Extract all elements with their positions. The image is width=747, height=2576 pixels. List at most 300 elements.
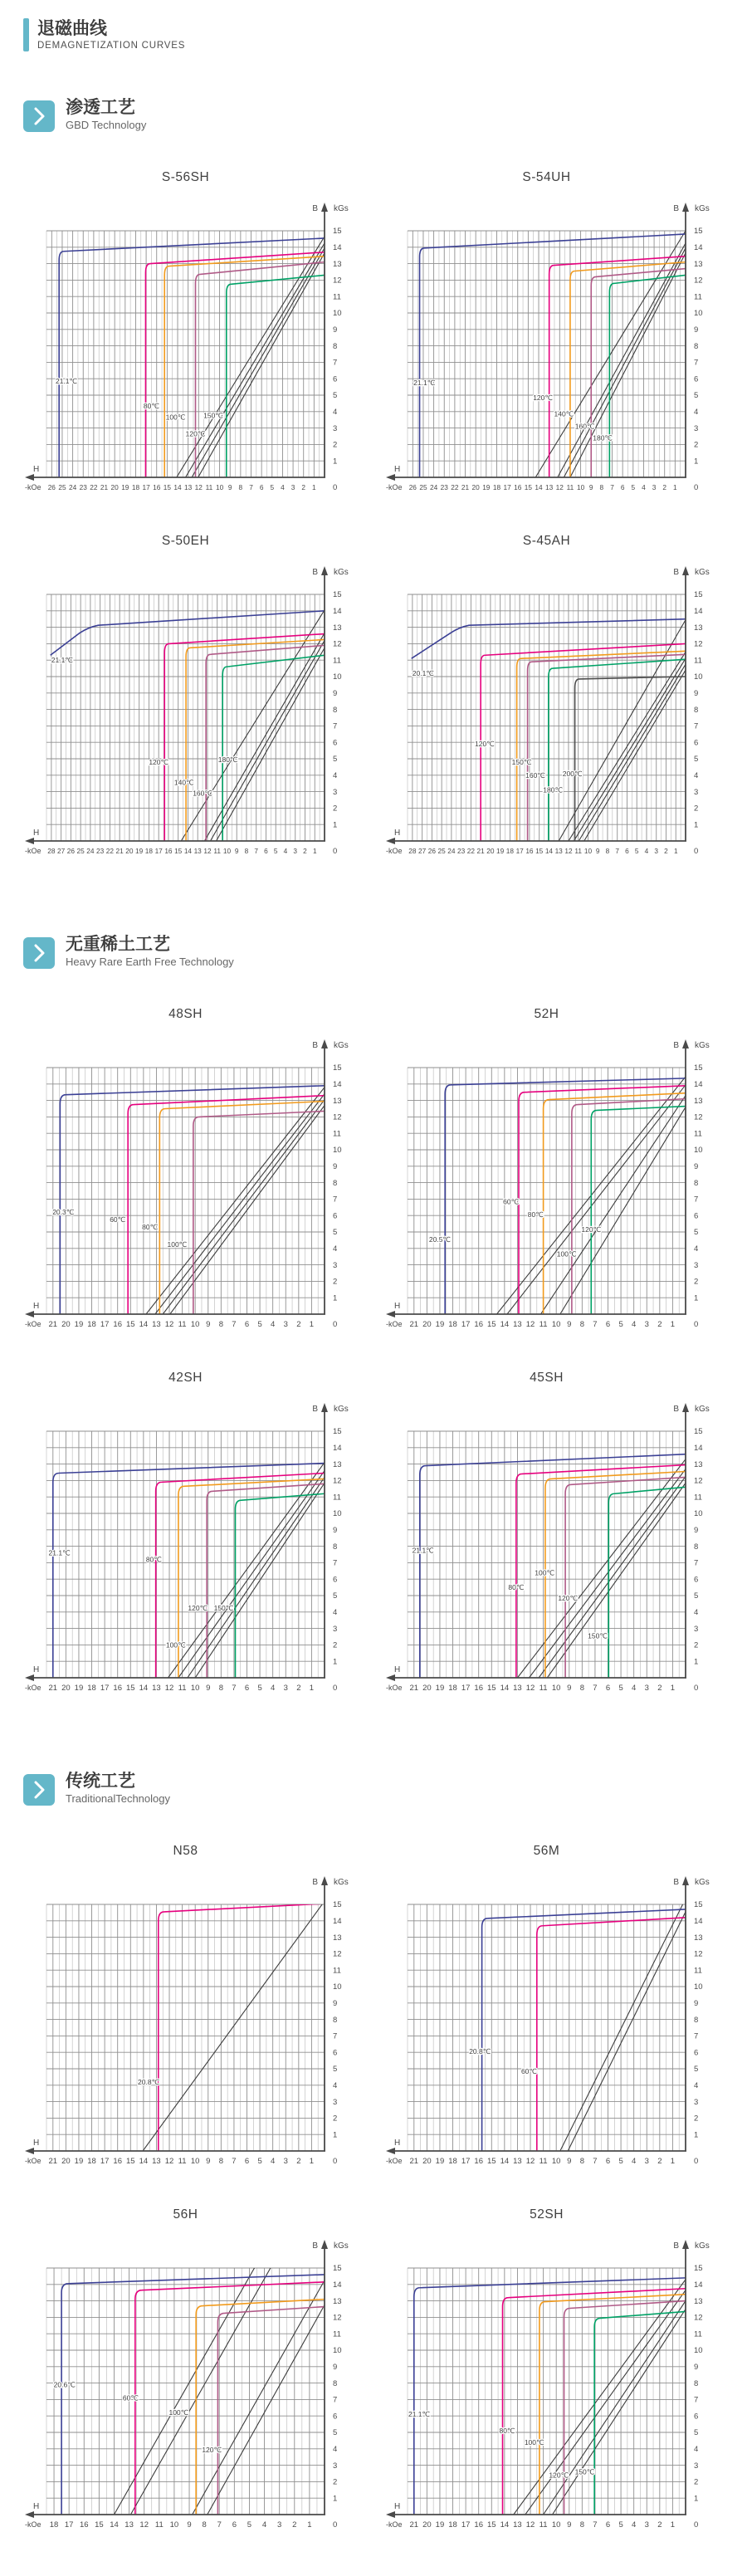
temp-label: 80℃ — [142, 1223, 159, 1232]
y-tick-label: 15 — [333, 1427, 342, 1437]
x-tick-label: 1 — [309, 2157, 315, 2166]
x-tick-label: 17 — [100, 1320, 110, 1329]
y-tick-label: 13 — [333, 259, 342, 269]
y-tick-label: 2 — [694, 1640, 699, 1650]
load-line — [539, 1476, 686, 1678]
temp-label: 120℃ — [188, 1603, 208, 1612]
x-tick-label: 4 — [271, 1684, 276, 1693]
section-subtitle: TraditionalTechnology — [66, 1792, 170, 1806]
x-tick-label: 13 — [193, 847, 202, 855]
y-tick-label: 15 — [333, 227, 342, 237]
y-tick-label: 0 — [694, 1684, 699, 1693]
y-tick-label: 14 — [694, 607, 703, 616]
chart-title: N58 — [173, 1844, 198, 1858]
demag-curve — [196, 2300, 325, 2515]
y-tick-label: 13 — [694, 623, 703, 633]
load-line — [146, 1088, 325, 1314]
y-tick-label: 9 — [694, 325, 699, 335]
x-tick-label: 20 — [61, 1684, 71, 1693]
x-tick-label: 2 — [296, 1320, 301, 1329]
y-tick-label: 3 — [694, 2097, 699, 2107]
x-tick-label: 19 — [74, 2157, 84, 2166]
x-tick-label: 21 — [100, 483, 109, 491]
x-tick-label: 14 — [173, 483, 182, 491]
temp-label: 120℃ — [558, 1593, 579, 1602]
y-tick-label: 12 — [333, 1949, 342, 1959]
chart-title: S-56SH — [161, 170, 210, 184]
demag-curve — [217, 2307, 325, 2515]
x-tick-label: 12 — [139, 2520, 149, 2530]
x-tick-label: 6 — [620, 483, 625, 491]
y-tick-label: 9 — [333, 2363, 338, 2372]
x-tick-label: 11 — [539, 1684, 548, 1693]
demag-curve — [206, 645, 325, 841]
x-tick-label: 4 — [271, 2157, 276, 2166]
y-tick-label: 5 — [333, 391, 338, 401]
temp-label: 20.5℃ — [428, 1234, 451, 1244]
chart-title: 42SH — [168, 1371, 203, 1385]
y-tick-label: 11 — [333, 1493, 341, 1503]
x-tick-label: 25 — [437, 847, 446, 855]
y-tick-label: 8 — [333, 2378, 338, 2388]
x-tick-label: 21 — [476, 847, 485, 855]
x-tick-label: 5 — [257, 1320, 262, 1329]
x-tick-label: 21 — [409, 2157, 419, 2166]
load-line — [560, 1899, 686, 2151]
x-tick-label: 18 — [87, 1684, 96, 1693]
y-tick-label: 7 — [694, 1558, 699, 1568]
temp-label: 20.1℃ — [412, 669, 434, 678]
temp-label: 160℃ — [525, 770, 545, 780]
x-tick-label: 9 — [206, 2157, 211, 2166]
x-tick-label: 8 — [579, 2157, 584, 2166]
y-tick-label: 4 — [694, 1244, 699, 1254]
x-tick-label: 10 — [551, 2520, 561, 2530]
y-tick-label: 15 — [333, 590, 342, 600]
load-line — [568, 1912, 686, 2151]
y-tick-label: 10 — [333, 2346, 342, 2356]
chart-56m — [384, 1836, 746, 2170]
x-tick-label: 7 — [593, 1684, 598, 1693]
y-tick-label: 12 — [694, 639, 703, 649]
x-tick-label: 14 — [139, 1684, 149, 1693]
temp-label: 120℃ — [533, 393, 553, 402]
y-tick-label: 15 — [694, 1427, 703, 1437]
y-tick-label: 3 — [333, 1260, 338, 1270]
y-tick-label: 13 — [333, 1933, 342, 1943]
b-axis-label: B — [312, 1041, 318, 1050]
x-tick-label: 11 — [154, 2520, 164, 2530]
x-tick-label: 14 — [110, 2520, 119, 2530]
y-tick-label: 6 — [694, 738, 699, 748]
y-tick-label: 14 — [333, 1444, 342, 1453]
y-tick-label: 3 — [333, 1624, 338, 1634]
x-tick-label: 12 — [525, 1684, 535, 1693]
y-tick-label: 11 — [333, 1966, 341, 1976]
h-axis-label: H — [394, 1665, 401, 1674]
y-tick-label: 13 — [694, 1933, 703, 1943]
x-tick-label: 2 — [296, 1684, 301, 1693]
x-tick-label: 6 — [232, 2520, 237, 2530]
b-axis-label: B — [673, 568, 679, 577]
y-tick-label: 12 — [333, 1476, 342, 1486]
chart-title: 52H — [534, 1007, 559, 1021]
y-tick-label: 11 — [694, 1129, 702, 1139]
y-tick-label: 4 — [333, 2081, 338, 2090]
x-tick-label: 5 — [618, 2157, 623, 2166]
h-axis-unit: -kOe — [386, 847, 403, 855]
x-tick-label: 12 — [525, 1320, 535, 1329]
x-tick-label: 17 — [515, 847, 524, 855]
y-tick-label: 4 — [694, 2081, 699, 2090]
h-axis-label: H — [33, 1302, 40, 1311]
y-tick-label: 7 — [333, 2395, 338, 2405]
section-title: 传统工艺 — [66, 1772, 135, 1791]
demag-curve — [61, 2275, 325, 2515]
y-tick-label: 15 — [694, 227, 703, 237]
y-tick-label: 0 — [333, 847, 338, 856]
x-tick-label: 18 — [492, 483, 501, 491]
section-title: 无重稀土工艺 — [66, 935, 170, 954]
y-tick-label: 6 — [333, 1211, 338, 1221]
chart-48sh — [23, 1000, 385, 1333]
x-tick-label: 14 — [139, 2157, 149, 2166]
x-tick-label: 16 — [474, 1320, 483, 1329]
y-tick-label: 4 — [333, 1244, 338, 1254]
h-axis-unit: -kOe — [386, 2520, 403, 2529]
x-tick-label: 18 — [448, 2157, 457, 2166]
y-tick-label: 5 — [694, 755, 699, 765]
x-tick-label: 16 — [113, 2157, 122, 2166]
y-tick-label: 11 — [333, 292, 341, 302]
y-tick-label: 1 — [333, 1293, 338, 1303]
x-tick-label: 3 — [283, 2157, 288, 2166]
temp-label: 80℃ — [508, 1583, 525, 1592]
y-tick-label: 13 — [694, 1459, 703, 1469]
h-axis-label: H — [33, 1665, 40, 1674]
y-tick-label: 14 — [694, 1444, 703, 1453]
temp-label: 21.1℃ — [413, 379, 436, 388]
x-tick-label: 15 — [486, 1320, 496, 1329]
x-tick-label: 12 — [555, 483, 564, 491]
y-tick-label: 14 — [694, 2280, 703, 2290]
chart-52h — [384, 1000, 746, 1333]
y-tick-label: 8 — [694, 1542, 699, 1552]
x-tick-label: 1 — [670, 1320, 676, 1329]
x-tick-label: 21 — [48, 2157, 58, 2166]
x-tick-label: 8 — [218, 1684, 223, 1693]
x-tick-label: 14 — [500, 1320, 510, 1329]
x-tick-label: 11 — [178, 1684, 187, 1693]
demag-curve — [235, 1493, 325, 1678]
x-tick-label: 3 — [277, 2520, 282, 2530]
y-tick-label: 12 — [694, 1476, 703, 1486]
charts-grid — [23, 163, 747, 860]
demag-curve — [572, 1099, 686, 1314]
x-tick-label: 6 — [264, 847, 268, 855]
x-tick-label: 10 — [190, 1684, 200, 1693]
charts-grid — [23, 1000, 747, 1697]
x-tick-label: 6 — [605, 2157, 611, 2166]
x-tick-label: 4 — [642, 483, 646, 491]
x-tick-label: 8 — [579, 1320, 584, 1329]
x-tick-label: 10 — [576, 483, 585, 491]
y-tick-label: 15 — [333, 2264, 342, 2274]
y-tick-label: 6 — [694, 2412, 699, 2422]
x-tick-label: 7 — [254, 847, 259, 855]
x-tick-label: 17 — [503, 483, 511, 491]
demag-curve — [528, 654, 686, 841]
y-tick-label: 11 — [333, 1129, 341, 1139]
x-tick-label: 8 — [605, 847, 610, 855]
x-tick-label: 17 — [461, 1320, 471, 1329]
x-tick-label: 12 — [164, 1684, 174, 1693]
y-tick-label: 10 — [694, 672, 703, 682]
x-tick-label: 16 — [525, 847, 534, 855]
temp-label: 160℃ — [574, 422, 595, 431]
y-tick-label: 3 — [333, 423, 338, 433]
x-tick-label: 16 — [474, 2520, 483, 2530]
y-tick-label: 11 — [694, 292, 702, 302]
x-tick-label: 9 — [187, 2520, 192, 2530]
chart-title: 56H — [173, 2207, 198, 2222]
x-tick-label: 5 — [273, 847, 278, 855]
y-tick-label: 0 — [333, 2157, 338, 2166]
x-tick-label: 23 — [440, 483, 448, 491]
x-tick-label: 7 — [232, 2157, 237, 2166]
h-axis-unit: -kOe — [386, 1684, 403, 1692]
x-tick-label: 11 — [539, 1320, 548, 1329]
x-tick-label: 23 — [79, 483, 87, 491]
y-tick-label: 8 — [694, 2378, 699, 2388]
y-tick-label: 4 — [694, 408, 699, 417]
x-tick-label: 9 — [588, 483, 593, 491]
x-tick-label: 17 — [461, 2520, 471, 2530]
x-tick-label: 2 — [662, 483, 667, 491]
x-tick-label: 3 — [644, 1684, 649, 1693]
x-tick-label: 26 — [408, 483, 417, 491]
y-tick-label: 0 — [333, 1320, 338, 1329]
temp-label: 150℃ — [511, 757, 532, 766]
page-title: 退磁曲线 — [37, 18, 107, 38]
y-tick-label: 2 — [694, 804, 699, 814]
x-tick-label: 15 — [125, 1320, 135, 1329]
page-header — [23, 18, 747, 51]
section-header — [23, 1772, 747, 1806]
temp-label: 140℃ — [554, 409, 574, 418]
y-tick-label: 15 — [694, 590, 703, 600]
temp-label: 21.1℃ — [48, 1548, 71, 1557]
y-tick-label: 7 — [694, 721, 699, 731]
y-tick-label: 2 — [694, 1277, 699, 1287]
x-tick-label: 5 — [618, 2520, 623, 2530]
x-tick-label: 4 — [632, 1684, 637, 1693]
x-tick-label: 20 — [422, 2520, 432, 2530]
x-tick-label: 3 — [644, 1320, 649, 1329]
y-tick-label: 1 — [694, 457, 699, 467]
temp-label: 180℃ — [593, 433, 613, 442]
y-tick-label: 10 — [333, 1146, 342, 1156]
y-tick-label: 12 — [694, 2313, 703, 2323]
demag-curve — [196, 262, 325, 477]
y-tick-label: 6 — [333, 738, 338, 748]
h-axis-unit: -kOe — [386, 483, 403, 491]
b-axis-unit: kGs — [334, 204, 349, 213]
x-tick-label: 24 — [429, 483, 438, 491]
y-tick-label: 7 — [694, 2031, 699, 2041]
x-tick-label: 13 — [513, 1320, 522, 1329]
x-tick-label: 5 — [618, 1684, 623, 1693]
x-tick-label: 8 — [218, 1320, 223, 1329]
chart-s45ah — [384, 526, 746, 860]
y-tick-label: 1 — [694, 820, 699, 830]
temp-label: 100℃ — [165, 1640, 186, 1650]
temp-label: 180℃ — [543, 785, 564, 794]
b-axis-label: B — [312, 1878, 318, 1887]
charts-grid — [23, 1836, 747, 2534]
x-tick-label: 23 — [96, 847, 105, 855]
demag-curve — [207, 1484, 325, 1678]
demag-curve — [565, 1477, 686, 1678]
x-tick-label: 8 — [579, 2520, 584, 2530]
x-tick-label: 19 — [435, 2157, 445, 2166]
x-tick-label: 21 — [115, 847, 124, 855]
x-tick-label: 17 — [154, 847, 163, 855]
x-tick-label: 17 — [461, 1684, 471, 1693]
x-tick-label: 16 — [514, 483, 522, 491]
y-tick-label: 3 — [694, 1260, 699, 1270]
section-heavy-rare-earth-free — [23, 935, 747, 1697]
x-tick-label: 16 — [113, 1684, 122, 1693]
x-tick-label: 11 — [178, 2157, 187, 2166]
y-tick-label: 2 — [333, 1277, 338, 1287]
x-tick-label: 2 — [657, 2157, 662, 2166]
y-tick-label: 3 — [694, 787, 699, 797]
x-tick-label: 14 — [535, 483, 543, 491]
y-tick-label: 3 — [694, 1624, 699, 1634]
b-axis-label: B — [673, 204, 679, 213]
y-tick-label: 14 — [333, 2280, 342, 2290]
x-tick-label: 19 — [496, 847, 505, 855]
b-axis-label: B — [673, 2241, 679, 2251]
temp-label: 120℃ — [149, 757, 169, 766]
x-tick-label: 16 — [474, 1684, 483, 1693]
y-tick-label: 6 — [694, 2048, 699, 2058]
y-tick-label: 13 — [333, 623, 342, 633]
y-tick-label: 0 — [694, 1320, 699, 1329]
temp-label: 80℃ — [143, 401, 159, 410]
y-tick-label: 9 — [694, 1999, 699, 2008]
x-tick-label: 19 — [435, 1320, 445, 1329]
load-line — [507, 1085, 686, 1314]
x-tick-label: 2 — [301, 483, 306, 491]
y-tick-label: 3 — [333, 787, 338, 797]
x-tick-label: 6 — [244, 2157, 250, 2166]
x-tick-label: 6 — [605, 1684, 611, 1693]
load-line — [210, 640, 325, 841]
y-tick-label: 4 — [333, 771, 338, 780]
y-tick-label: 10 — [694, 1982, 703, 1992]
x-tick-label: 21 — [48, 1684, 58, 1693]
y-tick-label: 10 — [333, 1982, 342, 1992]
x-tick-label: 8 — [579, 1684, 584, 1693]
temp-label: 80℃ — [145, 1555, 162, 1564]
load-line — [558, 243, 686, 477]
y-tick-label: 8 — [333, 341, 338, 351]
x-tick-label: 18 — [448, 1320, 457, 1329]
h-axis-label: H — [394, 829, 401, 838]
x-tick-label: 20 — [486, 847, 495, 855]
h-axis-unit: -kOe — [25, 483, 42, 491]
x-tick-label: 20 — [110, 483, 119, 491]
x-tick-label: 20 — [61, 1320, 71, 1329]
x-tick-label: 21 — [409, 1684, 419, 1693]
chart-title: 48SH — [168, 1007, 203, 1021]
load-line — [163, 1100, 325, 1314]
x-tick-label: 11 — [539, 2157, 548, 2166]
x-tick-label: 7 — [232, 1684, 237, 1693]
x-tick-label: 10 — [190, 1320, 200, 1329]
x-tick-label: 2 — [657, 1320, 662, 1329]
y-tick-label: 10 — [333, 309, 342, 319]
x-tick-label: 13 — [152, 2157, 161, 2166]
temp-label: 200℃ — [562, 769, 583, 778]
load-line — [574, 658, 686, 841]
temp-label: 160℃ — [193, 789, 212, 798]
y-tick-label: 2 — [333, 1640, 338, 1650]
h-axis-label: H — [394, 1302, 401, 1311]
x-tick-label: 12 — [203, 847, 212, 855]
y-tick-label: 0 — [333, 483, 338, 492]
x-tick-label: 27 — [57, 847, 66, 855]
b-axis-unit: kGs — [695, 1041, 710, 1050]
x-tick-label: 19 — [74, 1320, 84, 1329]
x-tick-label: 22 — [451, 483, 459, 491]
y-tick-label: 11 — [333, 2329, 341, 2339]
demag-curve — [591, 1107, 686, 1314]
h-axis-label: H — [394, 2502, 401, 2511]
y-tick-label: 3 — [333, 2097, 338, 2107]
y-tick-label: 15 — [333, 1900, 342, 1910]
x-tick-label: 7 — [610, 483, 614, 491]
y-tick-label: 12 — [333, 276, 342, 286]
temp-label: 80℃ — [527, 1210, 544, 1220]
x-tick-label: 17 — [142, 483, 150, 491]
y-tick-label: 0 — [694, 483, 699, 492]
x-tick-label: 15 — [95, 2520, 104, 2530]
y-tick-label: 1 — [694, 1657, 699, 1667]
x-tick-label: 13 — [513, 2157, 522, 2166]
x-tick-label: 13 — [124, 2520, 134, 2530]
section-subtitle: GBD Technology — [66, 119, 147, 132]
x-tick-label: 20 — [61, 2157, 71, 2166]
x-tick-label: 3 — [283, 1320, 288, 1329]
demag-curve — [537, 1918, 686, 2151]
x-tick-label: 16 — [474, 2157, 483, 2166]
x-tick-label: 9 — [234, 847, 239, 855]
y-tick-label: 8 — [333, 2015, 338, 2025]
y-tick-label: 10 — [694, 2346, 703, 2356]
x-tick-label: 1 — [673, 847, 678, 855]
load-line — [208, 2305, 325, 2515]
temp-label: 60℃ — [503, 1197, 520, 1206]
y-tick-label: 11 — [694, 656, 702, 666]
x-tick-label: 10 — [551, 1320, 561, 1329]
y-tick-label: 14 — [333, 1917, 342, 1926]
x-tick-label: 10 — [169, 2520, 179, 2530]
chart-s54uh — [384, 163, 746, 496]
y-tick-label: 1 — [333, 2494, 338, 2504]
